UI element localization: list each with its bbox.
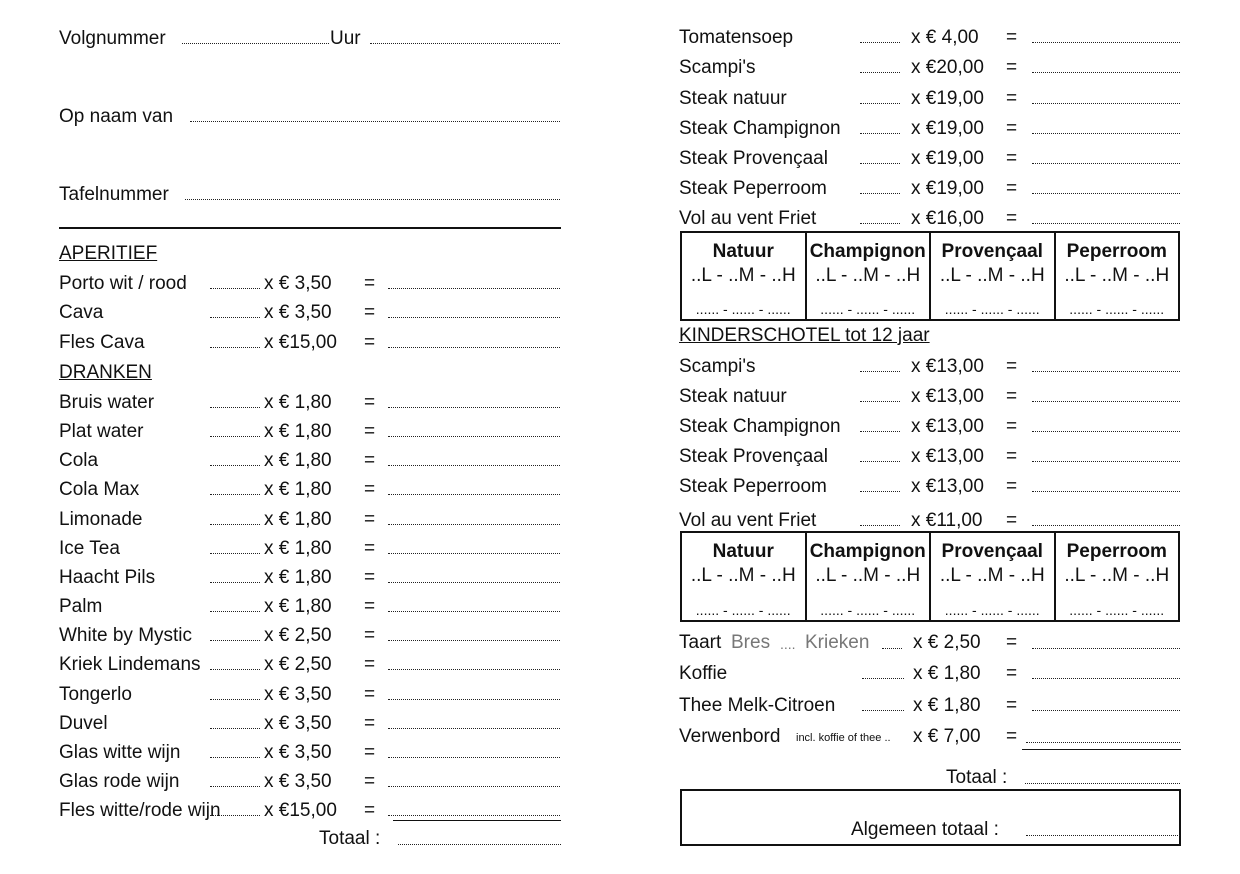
equals-sign: = bbox=[1006, 695, 1018, 716]
cooking-level-labels: ..L - ..M - ..H bbox=[1064, 565, 1170, 586]
item-price: x €13,00 bbox=[911, 356, 984, 377]
volgnummer-label: Volgnummer bbox=[59, 28, 166, 49]
line-total-field[interactable] bbox=[388, 786, 560, 787]
quantity-field[interactable] bbox=[860, 525, 900, 526]
item-name: Steak Peperroom bbox=[679, 476, 827, 497]
item-price: x €11,00 bbox=[911, 510, 983, 531]
cooking-level-fields[interactable]: ...... - ...... - ...... bbox=[1069, 301, 1165, 317]
item-price: x € 3,50 bbox=[264, 771, 332, 792]
quantity-field[interactable] bbox=[210, 611, 260, 612]
line-total-field[interactable] bbox=[1032, 401, 1180, 402]
quantity-field[interactable] bbox=[210, 494, 260, 495]
quantity-field[interactable] bbox=[860, 461, 900, 462]
item-price: x € 1,80 bbox=[264, 596, 332, 617]
line-total-field[interactable] bbox=[388, 317, 560, 318]
taart-equals: = bbox=[1006, 632, 1018, 653]
cooking-level-fields[interactable]: ...... - ...... - ...... bbox=[695, 301, 791, 317]
line-total-field[interactable] bbox=[388, 347, 560, 348]
sauce-column-provenaal[interactable] bbox=[931, 533, 1056, 620]
sauce-cooking-grid bbox=[680, 231, 1180, 321]
item-name: Limonade bbox=[59, 509, 143, 530]
item-price: x € 1,80 bbox=[264, 538, 332, 559]
sauce-column-peperroom[interactable] bbox=[1056, 533, 1179, 620]
cooking-level-fields[interactable]: ...... - ...... - ...... bbox=[695, 602, 791, 618]
line-total-field[interactable] bbox=[388, 524, 560, 525]
verwenbord-price: x € 7,00 bbox=[913, 726, 981, 747]
taart-option-separator: .... bbox=[780, 636, 796, 652]
equals-sign: = bbox=[1006, 416, 1018, 437]
equals-sign: = bbox=[364, 654, 376, 675]
equals-sign: = bbox=[364, 567, 376, 588]
line-total-field[interactable] bbox=[1032, 42, 1180, 43]
item-price: x €19,00 bbox=[911, 178, 984, 199]
equals-sign: = bbox=[1006, 57, 1018, 78]
line-total-field[interactable] bbox=[388, 465, 560, 466]
sauce-name: Provençaal bbox=[941, 241, 1043, 262]
item-name: Glas rode wijn bbox=[59, 771, 180, 792]
line-total-field[interactable] bbox=[388, 611, 560, 612]
equals-sign: = bbox=[1006, 356, 1018, 377]
quantity-field[interactable] bbox=[210, 786, 260, 787]
item-name: Scampi's bbox=[679, 356, 756, 377]
taart-label: Taart bbox=[679, 632, 722, 653]
quantity-field[interactable] bbox=[860, 223, 900, 224]
quantity-field[interactable] bbox=[210, 347, 260, 348]
sauce-column-provenaal[interactable] bbox=[931, 233, 1056, 319]
verwenbord-equals: = bbox=[1006, 726, 1018, 747]
item-price: x € 3,50 bbox=[264, 273, 332, 294]
item-name: Fles Cava bbox=[59, 332, 145, 353]
quantity-field[interactable] bbox=[860, 371, 900, 372]
item-price: x €15,00 bbox=[264, 800, 337, 821]
cooking-level-labels: ..L - ..M - ..H bbox=[690, 565, 796, 586]
item-name: Thee Melk-Citroen bbox=[679, 695, 836, 716]
kids-title: KINDERSCHOTEL tot 12 jaar bbox=[679, 325, 930, 346]
equals-sign: = bbox=[1006, 476, 1018, 497]
line-total-field[interactable] bbox=[1032, 461, 1180, 462]
verwenbord-note: incl. koffie of thee .. bbox=[796, 732, 891, 744]
item-name: Palm bbox=[59, 596, 103, 617]
item-name: Glas witte wijn bbox=[59, 742, 181, 763]
line-total-field[interactable] bbox=[1032, 431, 1180, 432]
item-name: Plat water bbox=[59, 421, 144, 442]
taart-total-field[interactable] bbox=[1032, 648, 1180, 649]
equals-sign: = bbox=[1006, 446, 1018, 467]
equals-sign: = bbox=[364, 771, 376, 792]
equals-sign: = bbox=[364, 509, 376, 530]
line-total-field[interactable] bbox=[1032, 710, 1180, 711]
quantity-field[interactable] bbox=[210, 317, 260, 318]
line-total-field[interactable] bbox=[1032, 371, 1180, 372]
equals-sign: = bbox=[1006, 118, 1018, 139]
line-total-field[interactable] bbox=[388, 699, 560, 700]
kids-sauce-cooking-grid bbox=[680, 531, 1180, 622]
quantity-field[interactable] bbox=[860, 42, 900, 43]
item-name: Porto wit / rood bbox=[59, 273, 187, 294]
item-price: x € 1,80 bbox=[264, 567, 332, 588]
tafelnummer-label: Tafelnummer bbox=[59, 184, 169, 205]
quantity-field[interactable] bbox=[860, 491, 900, 492]
line-total-field[interactable] bbox=[388, 553, 560, 554]
cooking-level-fields[interactable]: ...... - ...... - ...... bbox=[944, 301, 1040, 317]
item-price: x €16,00 bbox=[911, 208, 984, 229]
item-name: Vol au vent Friet bbox=[679, 208, 817, 229]
equals-sign: = bbox=[364, 742, 376, 763]
equals-sign: = bbox=[1006, 663, 1018, 684]
item-price: x € 1,80 bbox=[264, 509, 332, 530]
sauce-column-champignon[interactable] bbox=[807, 233, 932, 319]
taart-qty-field[interactable] bbox=[882, 648, 902, 649]
quantity-field[interactable] bbox=[860, 72, 900, 73]
quantity-field[interactable] bbox=[210, 465, 260, 466]
algemeen-totaal-box bbox=[680, 789, 1181, 846]
item-price: x € 1,80 bbox=[264, 479, 332, 500]
item-name: Steak Provençaal bbox=[679, 446, 828, 467]
item-name: Tomatensoep bbox=[679, 27, 794, 48]
sauce-name: Natuur bbox=[712, 241, 774, 262]
line-total-field[interactable] bbox=[1032, 193, 1180, 194]
quantity-field[interactable] bbox=[860, 193, 900, 194]
cooking-level-fields[interactable]: ...... - ...... - ...... bbox=[820, 301, 916, 317]
item-name: Haacht Pils bbox=[59, 567, 156, 588]
cooking-level-fields[interactable]: ...... - ...... - ...... bbox=[1069, 602, 1165, 618]
equals-sign: = bbox=[364, 302, 376, 323]
item-price: x €13,00 bbox=[911, 386, 984, 407]
equals-sign: = bbox=[1006, 148, 1018, 169]
right-sum-rule bbox=[1022, 749, 1181, 750]
equals-sign: = bbox=[1006, 386, 1018, 407]
taart-price: x € 2,50 bbox=[913, 632, 981, 653]
item-price: x € 1,80 bbox=[264, 450, 332, 471]
line-total-field[interactable] bbox=[1032, 163, 1180, 164]
item-price: x € 1,80 bbox=[264, 421, 332, 442]
quantity-field[interactable] bbox=[860, 103, 900, 104]
sauce-column-champignon[interactable] bbox=[807, 533, 932, 620]
quantity-field[interactable] bbox=[862, 678, 904, 679]
equals-sign: = bbox=[364, 684, 376, 705]
equals-sign: = bbox=[364, 538, 376, 559]
line-total-field[interactable] bbox=[388, 669, 560, 670]
item-name: Steak natuur bbox=[679, 88, 787, 109]
dranken-title: DRANKEN bbox=[59, 362, 152, 383]
tafelnummer-field[interactable] bbox=[185, 199, 560, 200]
sauce-name: Peperroom bbox=[1066, 541, 1167, 562]
line-total-field[interactable] bbox=[388, 640, 560, 641]
item-price: x € 3,50 bbox=[264, 713, 332, 734]
volgnummer-field[interactable] bbox=[182, 43, 329, 44]
equals-sign: = bbox=[1006, 88, 1018, 109]
cooking-level-fields[interactable]: ...... - ...... - ...... bbox=[944, 602, 1040, 618]
equals-sign: = bbox=[1006, 178, 1018, 199]
quantity-field[interactable] bbox=[210, 582, 260, 583]
item-price: x €13,00 bbox=[911, 416, 984, 437]
quantity-field[interactable] bbox=[210, 407, 260, 408]
line-total-field[interactable] bbox=[388, 494, 560, 495]
line-total-field[interactable] bbox=[1032, 678, 1180, 679]
item-name: Fles witte/rode wijn bbox=[59, 800, 221, 821]
quantity-field[interactable] bbox=[210, 553, 260, 554]
line-total-field[interactable] bbox=[1032, 72, 1180, 73]
quantity-field[interactable] bbox=[210, 815, 260, 816]
item-price: x €20,00 bbox=[911, 57, 984, 78]
item-price: x €13,00 bbox=[911, 446, 984, 467]
quantity-field[interactable] bbox=[860, 431, 900, 432]
item-name: Cola bbox=[59, 450, 99, 471]
verwenbord-total-field[interactable] bbox=[1026, 742, 1180, 743]
line-total-field[interactable] bbox=[1032, 223, 1180, 224]
item-price: x €19,00 bbox=[911, 88, 984, 109]
cooking-level-labels: ..L - ..M - ..H bbox=[815, 265, 921, 286]
quantity-field[interactable] bbox=[860, 401, 900, 402]
item-name: Cola Max bbox=[59, 479, 140, 500]
equals-sign: = bbox=[1006, 208, 1018, 229]
item-name: Duvel bbox=[59, 713, 108, 734]
taart-option-krieken[interactable]: Krieken bbox=[805, 632, 870, 653]
line-total-field[interactable] bbox=[388, 757, 560, 758]
item-name: Bruis water bbox=[59, 392, 155, 413]
left-totaal-label: Totaal : bbox=[319, 828, 381, 849]
item-price: x €15,00 bbox=[264, 332, 337, 353]
equals-sign: = bbox=[364, 596, 376, 617]
line-total-field[interactable] bbox=[388, 288, 560, 289]
quantity-field[interactable] bbox=[210, 288, 260, 289]
quantity-field[interactable] bbox=[210, 757, 260, 758]
sauce-column-natuur[interactable] bbox=[682, 233, 807, 319]
cooking-level-labels: ..L - ..M - ..H bbox=[1064, 265, 1170, 286]
item-price: x € 2,50 bbox=[264, 625, 332, 646]
naam-field[interactable] bbox=[190, 121, 560, 122]
cooking-level-labels: ..L - ..M - ..H bbox=[815, 565, 921, 586]
equals-sign: = bbox=[364, 421, 376, 442]
equals-sign: = bbox=[364, 479, 376, 500]
sauce-name: Provençaal bbox=[941, 541, 1043, 562]
verwenbord-label: Verwenbord bbox=[679, 726, 781, 747]
equals-sign: = bbox=[1006, 27, 1018, 48]
algemeen-totaal-label: Algemeen totaal : bbox=[851, 819, 999, 840]
line-total-field[interactable] bbox=[1032, 525, 1180, 526]
line-total-field[interactable] bbox=[1032, 491, 1180, 492]
item-price: x € 1,80 bbox=[264, 392, 332, 413]
quantity-field[interactable] bbox=[862, 710, 904, 711]
algemeen-totaal-field[interactable] bbox=[1026, 835, 1180, 836]
right-totaal-label: Totaal : bbox=[946, 767, 1008, 788]
cooking-level-fields[interactable]: ...... - ...... - ...... bbox=[820, 602, 916, 618]
quantity-field[interactable] bbox=[210, 699, 260, 700]
cooking-level-labels: ..L - ..M - ..H bbox=[939, 565, 1045, 586]
quantity-field[interactable] bbox=[860, 163, 900, 164]
cooking-level-labels: ..L - ..M - ..H bbox=[690, 265, 796, 286]
item-name: Koffie bbox=[679, 663, 728, 684]
item-price: x € 2,50 bbox=[264, 654, 332, 675]
item-name: White by Mystic bbox=[59, 625, 193, 646]
item-name: Steak natuur bbox=[679, 386, 787, 407]
line-total-field[interactable] bbox=[388, 436, 560, 437]
equals-sign: = bbox=[364, 625, 376, 646]
quantity-field[interactable] bbox=[210, 640, 260, 641]
aperitief-title: APERITIEF bbox=[59, 243, 158, 264]
item-name: Ice Tea bbox=[59, 538, 120, 559]
quantity-field[interactable] bbox=[210, 669, 260, 670]
line-total-field[interactable] bbox=[1032, 103, 1180, 104]
equals-sign: = bbox=[364, 713, 376, 734]
quantity-field[interactable] bbox=[210, 524, 260, 525]
header-divider bbox=[59, 227, 561, 229]
line-total-field[interactable] bbox=[388, 582, 560, 583]
left-totaal-field[interactable] bbox=[398, 844, 561, 845]
sauce-name: Champignon bbox=[809, 541, 926, 562]
equals-sign: = bbox=[364, 800, 376, 821]
item-price: x €13,00 bbox=[911, 476, 984, 497]
item-price: x € 1,80 bbox=[913, 695, 981, 716]
line-total-field[interactable] bbox=[388, 407, 560, 408]
item-price: x €19,00 bbox=[911, 148, 984, 169]
equals-sign: = bbox=[1006, 510, 1018, 531]
line-total-field[interactable] bbox=[388, 815, 560, 816]
op-naam-van-label: Op naam van bbox=[59, 106, 174, 127]
quantity-field[interactable] bbox=[860, 133, 900, 134]
right-totaal-field[interactable] bbox=[1025, 783, 1180, 784]
item-name: Steak Champignon bbox=[679, 118, 841, 139]
line-total-field[interactable] bbox=[388, 728, 560, 729]
item-price: x € 3,50 bbox=[264, 742, 332, 763]
item-price: x € 4,00 bbox=[911, 27, 979, 48]
uur-field[interactable] bbox=[370, 43, 560, 44]
item-name: Steak Peperroom bbox=[679, 178, 827, 199]
equals-sign: = bbox=[364, 332, 376, 353]
equals-sign: = bbox=[364, 273, 376, 294]
item-price: x € 1,80 bbox=[913, 663, 981, 684]
sauce-name: Peperroom bbox=[1066, 241, 1167, 262]
item-name: Tongerlo bbox=[59, 684, 132, 705]
left-sum-rule bbox=[393, 820, 561, 821]
item-name: Cava bbox=[59, 302, 104, 323]
item-name: Vol au vent Friet bbox=[679, 510, 817, 531]
item-name: Scampi's bbox=[679, 57, 756, 78]
line-total-field[interactable] bbox=[1032, 133, 1180, 134]
cooking-level-labels: ..L - ..M - ..H bbox=[939, 265, 1045, 286]
item-name: Kriek Lindemans bbox=[59, 654, 201, 675]
item-name: Steak Provençaal bbox=[679, 148, 828, 169]
sauce-column-peperroom[interactable] bbox=[1056, 233, 1179, 319]
sauce-column-natuur[interactable] bbox=[682, 533, 807, 620]
item-price: x € 3,50 bbox=[264, 684, 332, 705]
equals-sign: = bbox=[364, 392, 376, 413]
uur-label: Uur bbox=[330, 28, 361, 49]
sauce-name: Natuur bbox=[712, 541, 774, 562]
equals-sign: = bbox=[364, 450, 376, 471]
quantity-field[interactable] bbox=[210, 436, 260, 437]
sauce-name: Champignon bbox=[809, 241, 926, 262]
item-price: x €19,00 bbox=[911, 118, 984, 139]
taart-option-bres[interactable]: Bres bbox=[731, 632, 771, 653]
item-name: Steak Champignon bbox=[679, 416, 841, 437]
item-price: x € 3,50 bbox=[264, 302, 332, 323]
quantity-field[interactable] bbox=[210, 728, 260, 729]
